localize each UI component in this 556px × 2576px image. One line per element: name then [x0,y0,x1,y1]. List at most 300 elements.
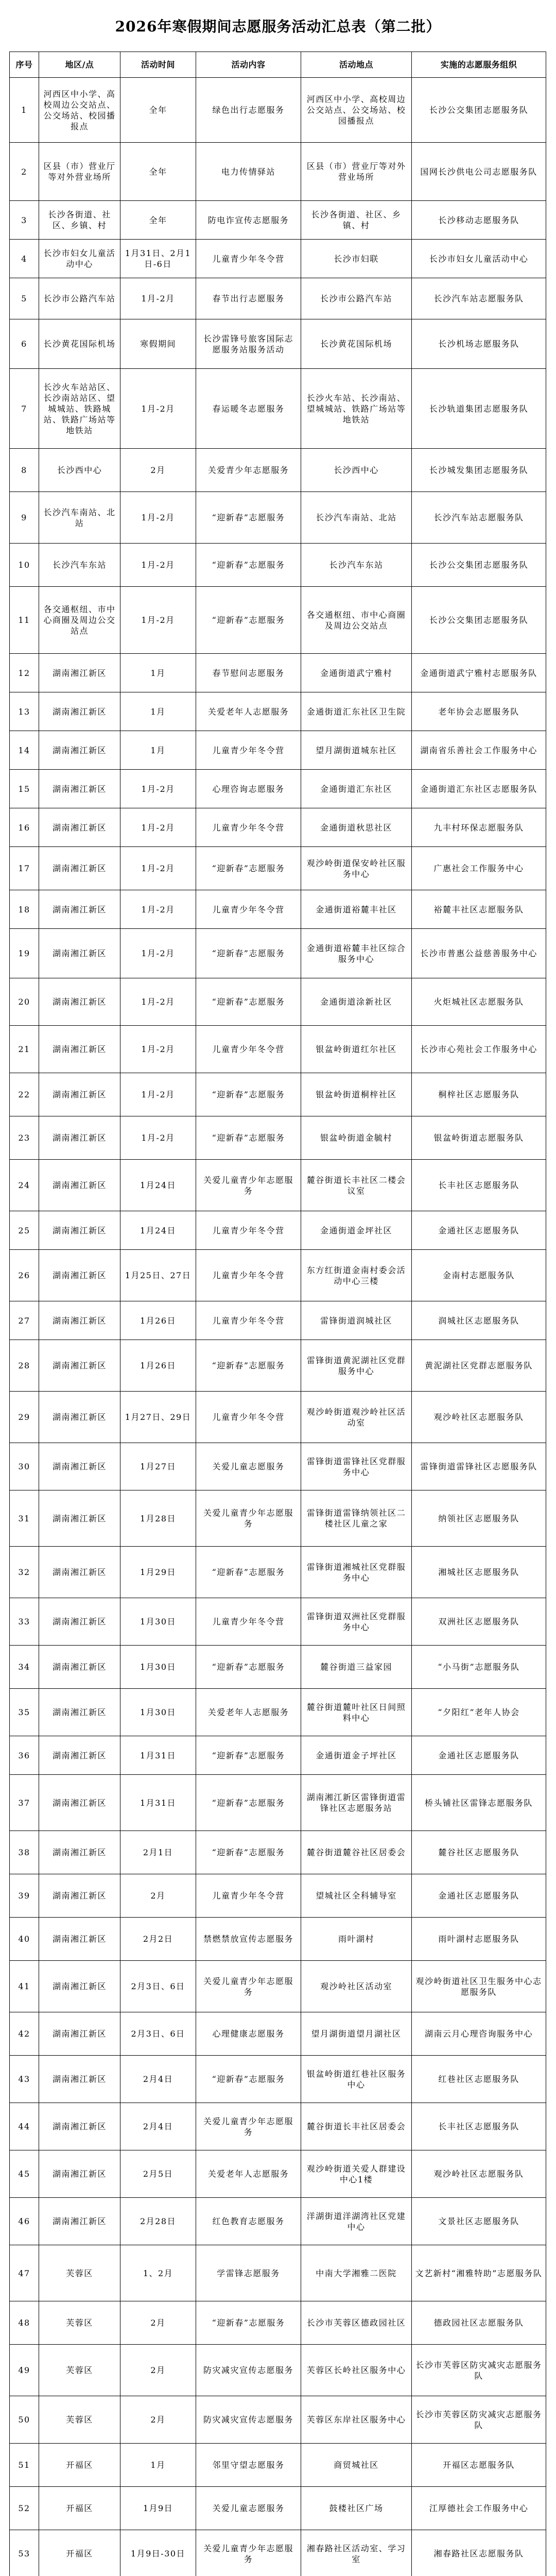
location-text: 麓谷街道长丰社区居委会 [306,2122,406,2131]
content-text: 关爱老年人志愿服务 [207,2169,289,2179]
area-text: 开福区 [66,2549,93,2558]
org-text: 老年协会志愿服务队 [438,706,519,717]
location-text: 东方红街道金南村委会活动中心三楼 [306,1265,406,1286]
cell-org [412,731,546,769]
cell-org [412,1547,546,1598]
location-text: 各交通枢纽、市中心商圈及周边公交站点 [306,609,406,631]
org-text: 长沙市普惠公益慈善服务中心 [420,948,537,958]
cell-org [412,1392,546,1443]
cell-content [196,2103,301,2150]
time-text: 1月-2月 [141,1044,175,1054]
area-text: 湖南湘江新区 [52,1513,107,1523]
cell-index [10,78,39,142]
cell-time [120,2012,196,2055]
cell-index [10,449,39,492]
location-text: 银盆岭街道红尔社区 [316,1044,397,1054]
org-text: 润城社区志愿服务队 [438,1315,519,1326]
index-text: 15 [18,784,30,794]
time-text: 2月5日 [143,2169,173,2179]
time-text: 1月-2月 [141,948,175,958]
org-text: 金南村志愿服务队 [442,1270,515,1280]
header-content: 活动内容 [196,52,301,77]
area-text: 芙蓉区 [66,2318,93,2328]
cell-area [39,1073,120,1116]
cell-location [301,770,412,808]
cell-area [39,319,120,368]
cell-area [39,1490,120,1546]
cell-area [39,1689,120,1736]
time-text: 1月9日-30日 [130,2549,186,2558]
cell-org [412,2301,546,2344]
time-text: 1月26日 [140,1315,177,1326]
table-row [10,1392,546,1443]
cell-location [301,1160,412,1211]
area-text: 湖南湘江新区 [52,863,107,873]
area-text: 长沙各街道、社区、乡镇、村 [48,210,111,230]
time-text: 全年 [149,215,167,225]
table-row [10,2301,546,2345]
cell-content [196,770,301,808]
cell-org [412,847,546,890]
cell-content [196,278,301,319]
cell-time [120,890,196,928]
cell-time [120,1340,196,1391]
table-row [10,1160,546,1211]
cell-org [412,143,546,200]
cell-area [39,847,120,890]
cell-content [196,2150,301,2197]
content-text: 儿童青少年冬令营 [212,904,285,914]
cell-time [120,201,196,239]
area-text: 湖南湘江新区 [52,1662,107,1672]
cell-org [412,890,546,928]
index-text: 36 [18,1750,30,1760]
location-text: 金通街道涂新社区 [320,997,392,1007]
time-text: 2月4日 [143,2122,173,2131]
cell-time [120,1211,196,1249]
index-text: 24 [18,1180,30,1190]
cell-content [196,1392,301,1443]
index-text: 30 [18,1462,30,1471]
time-text: 2月 [150,1891,166,1901]
cell-area [39,544,120,586]
index-text: 29 [18,1412,30,1422]
cell-content [196,143,301,200]
cell-content [196,1073,301,1116]
org-text: 长沙汽车站志愿服务队 [433,294,524,303]
content-text: 儿童青少年冬令营 [212,822,285,833]
location-text: 金通街道秋思社区 [320,822,392,833]
cell-content [196,2056,301,2103]
org-text: 长沙公交集团志愿服务队 [429,105,529,115]
cell-org [412,808,546,846]
cell-index [10,2103,39,2150]
index-text: 22 [18,1090,30,1099]
cell-index [10,2530,39,2576]
content-text: “迎新春”志愿服务 [212,513,285,522]
time-text: 1月29日 [140,1567,177,1577]
content-text: 儿童青少年冬令营 [212,1617,285,1626]
location-text: 芙蓉区东岸社区服务中心 [306,2415,406,2425]
location-text: 金通街道汇东社区 [320,784,392,794]
org-text: 长沙移动志愿服务队 [438,215,519,225]
table-row [10,2530,546,2576]
location-text: 雷锋街道双洲社区党群服务中心 [306,1611,406,1632]
cell-index [10,143,39,200]
cell-time [120,731,196,769]
table-row [10,1490,546,1547]
content-text: “迎新春”志愿服务 [212,948,285,958]
content-text: 儿童青少年冬令营 [212,1270,285,1280]
org-text: 湖南云月心理咨询服务中心 [424,2029,533,2039]
cell-area [39,692,120,731]
index-text: 42 [18,2029,30,2039]
cell-org [412,1116,546,1159]
cell-area [39,890,120,928]
content-text: 关爱儿童青少年志愿服务 [203,2116,293,2137]
cell-time [120,143,196,200]
cell-time [120,1392,196,1443]
index-text: 33 [18,1617,30,1626]
table-row [10,2150,546,2198]
cell-area [39,978,120,1025]
index-text: 46 [18,2216,30,2226]
cell-index [10,1211,39,1249]
index-text: 32 [18,1567,30,1577]
area-text: 湖南湘江新区 [52,1848,107,1857]
index-text: 19 [18,948,30,958]
area-text: 芙蓉区 [66,2268,93,2278]
cell-index [10,2245,39,2301]
cell-content [196,1026,301,1073]
header-index: 序号 [10,52,39,77]
index-text: 51 [18,2460,30,2470]
content-text: 儿童青少年冬令营 [212,1315,285,1326]
time-text: 1月30日 [140,1662,177,1672]
area-text: 开福区 [66,2503,93,2513]
content-text: 学雷锋志愿服务 [217,2268,280,2278]
cell-index [10,1340,39,1391]
area-text: 湖南湘江新区 [52,706,107,717]
index-text: 49 [18,2365,30,2375]
index-text: 53 [18,2549,30,2558]
cell-location [301,2530,412,2576]
cell-area [39,2198,120,2245]
cell-area [39,2245,120,2301]
cell-location [301,1340,412,1391]
cell-time [120,1775,196,1831]
cell-content [196,2301,301,2344]
cell-location [301,587,412,653]
location-text: 湘春路社区活动室、学习室 [306,2543,406,2564]
cell-location [301,1874,412,1917]
area-text: 长沙黄花国际机场 [43,339,116,349]
cell-location [301,2487,412,2530]
area-text: 长沙市妇女儿童活动中心 [43,248,116,269]
cell-location [301,492,412,543]
cell-org [412,1211,546,1249]
time-text: 1月31日、2月1日-6日 [125,248,192,269]
cell-time [120,78,196,142]
table-row [10,770,546,808]
org-text: 长沙市妇女儿童活动中心 [429,253,529,264]
table-row [10,1116,546,1160]
time-text: 1月30日 [140,1707,177,1717]
cell-org [412,2345,546,2396]
cell-index [10,1250,39,1301]
cell-area [39,1775,120,1831]
cell-content [196,492,301,543]
cell-location [301,78,412,142]
index-text: 6 [21,339,27,349]
table-row [10,2345,546,2396]
org-text: 红巷社区志愿服务队 [438,2074,519,2084]
area-text: 芙蓉区 [66,2365,93,2375]
table-row [10,1340,546,1392]
cell-index [10,692,39,731]
index-text: 5 [21,294,27,303]
content-text: 心理健康志愿服务 [212,2029,285,2039]
area-text: 湖南湘江新区 [52,1270,107,1280]
cell-area [39,2103,120,2150]
org-text: 雷锋街道雷锋社区志愿服务队 [420,1462,537,1471]
cell-location [301,2444,412,2486]
cell-location [301,929,412,978]
time-text: 1月-2月 [141,1090,175,1099]
cell-location [301,1301,412,1340]
cell-location [301,369,412,448]
location-text: 芙蓉区长岭社区服务中心 [306,2365,406,2375]
cell-location [301,1392,412,1443]
index-text: 13 [18,706,30,717]
org-text: 国网长沙供电公司志愿服务队 [420,166,537,177]
content-text: “迎新春”志愿服务 [212,1133,285,1143]
area-text: 湖南湘江新区 [52,1180,107,1190]
cell-time [120,2301,196,2344]
index-text: 45 [18,2169,30,2179]
org-text: 裕麓丰社区志愿服务队 [433,904,524,914]
cell-index [10,2056,39,2103]
area-text: 湖南湘江新区 [52,1567,107,1577]
cell-index [10,240,39,278]
area-text: 湖南湘江新区 [52,1044,107,1054]
cell-time [120,692,196,731]
cell-location [301,1646,412,1688]
index-text: 47 [18,2268,30,2278]
cell-time [120,449,196,492]
org-text: 长丰社区志愿服务队 [438,2122,519,2131]
index-text: 28 [18,1361,30,1370]
area-text: 开福区 [66,2460,93,2470]
cell-time [120,2396,196,2443]
time-text: 寒假期间 [140,339,176,349]
time-text: 1月-2月 [141,403,175,414]
cell-org [412,369,546,448]
cell-time [120,319,196,368]
time-text: 1月-2月 [141,904,175,914]
content-text: 邻里守望志愿服务 [212,2460,285,2470]
index-text: 12 [18,668,30,678]
cell-area [39,1598,120,1645]
area-text: 长沙火车站站区、长沙南站站区、望城城站、铁路城站、铁路广场站等地铁站 [43,382,116,435]
cell-location [301,692,412,731]
time-text: 1月-2月 [141,997,175,1007]
cell-area [39,78,120,142]
cell-content [196,1490,301,1546]
content-text: 儿童青少年冬令营 [212,745,285,755]
cell-location [301,2345,412,2396]
cell-area [39,1443,120,1490]
area-text: 湖南湘江新区 [52,2122,107,2131]
cell-area [39,449,120,492]
cell-content [196,1736,301,1774]
table-row [10,319,546,369]
content-text: 儿童青少年冬令营 [212,1412,285,1422]
cell-area [39,1646,120,1688]
table-row [10,1646,546,1689]
cell-content [196,1831,301,1874]
index-text: 25 [18,1225,30,1235]
cell-area [39,2444,120,2486]
time-text: 2月 [150,2318,166,2328]
index-text: 52 [18,2503,30,2513]
table-row [10,2198,546,2245]
area-text: 湖南湘江新区 [52,1750,107,1760]
org-text: 金通社区志愿服务队 [438,1891,519,1901]
cell-index [10,770,39,808]
cell-org [412,1301,546,1340]
table-row [10,201,546,240]
cell-org [412,1250,546,1301]
org-text: 湘城社区志愿服务队 [438,1567,519,1577]
org-text: 纳领社区志愿服务队 [438,1513,519,1523]
cell-org [412,1736,546,1774]
cell-area [39,2530,120,2576]
cell-area [39,1392,120,1443]
time-text: 2月 [150,2365,166,2375]
cell-content [196,2345,301,2396]
index-text: 43 [18,2074,30,2084]
cell-area [39,1211,120,1249]
cell-content [196,2198,301,2245]
time-text: 1月25日、27日 [125,1270,192,1280]
table-body [10,78,546,2576]
org-text: 金通街道武宁雅村志愿服务队 [420,668,537,678]
area-text: 湖南湘江新区 [52,1707,107,1717]
cell-org [412,2150,546,2197]
location-text: 望月湖街道望月湖社区 [311,2029,402,2039]
cell-location [301,143,412,200]
cell-area [39,2150,120,2197]
org-text: 观沙岭社区志愿服务队 [433,2169,524,2179]
cell-index [10,978,39,1025]
org-text: 江厚德社会工作服务中心 [429,2503,529,2513]
cell-area [39,1961,120,2012]
cell-org [412,240,546,278]
location-text: 长沙汽车东站 [329,560,384,570]
area-text: 湖南湘江新区 [52,1361,107,1370]
table-row [10,1918,546,1961]
cell-index [10,929,39,978]
cell-index [10,1598,39,1645]
cell-content [196,1160,301,1211]
cell-location [301,240,412,278]
cell-time [120,1547,196,1598]
cell-content [196,2530,301,2576]
cell-area [39,654,120,692]
cell-location [301,1250,412,1301]
location-text: 商贸城社区 [334,2460,379,2470]
time-text: 1月-2月 [141,513,175,522]
index-text: 23 [18,1133,30,1143]
time-text: 2月 [150,2415,166,2425]
table-row [10,2012,546,2056]
table-header-row [10,52,546,78]
cell-location [301,731,412,769]
content-text: “迎新春”志愿服务 [212,863,285,873]
cell-area [39,278,120,319]
cell-content [196,1340,301,1391]
cell-area [39,731,120,769]
cell-time [120,1736,196,1774]
cell-org [412,319,546,368]
cell-org [412,2530,546,2576]
location-text: 雷锋街道雷锋纳领社区二楼社区儿童之家 [306,1508,406,1529]
content-text: “迎新春”志愿服务 [212,2074,285,2084]
cell-org [412,587,546,653]
table-row [10,2396,546,2444]
cell-org [412,692,546,731]
cell-time [120,808,196,846]
cell-content [196,1443,301,1490]
content-text: 关爱老年人志愿服务 [207,1707,289,1717]
table-row [10,1301,546,1340]
content-text: 儿童青少年冬令营 [212,1044,285,1054]
time-text: 1月-2月 [141,560,175,570]
location-text: 金通街道汇东社区卫生院 [306,706,406,717]
cell-location [301,319,412,368]
cell-location [301,1689,412,1736]
cell-org [412,1443,546,1490]
cell-content [196,78,301,142]
content-text: “迎新春”志愿服务 [212,615,285,625]
content-text: 防电诈宣传志愿服务 [207,215,289,225]
cell-org [412,978,546,1025]
org-text: 金通社区志愿服务队 [438,1225,519,1235]
area-text: 湖南湘江新区 [52,1133,107,1143]
location-text: 观沙岭街道观沙岭社区活动室 [306,1406,406,1428]
area-text: 长沙市公路汽车站 [43,294,116,303]
index-text: 50 [18,2415,30,2425]
cell-location [301,2012,412,2055]
cell-time [120,2444,196,2486]
table-row [10,278,546,319]
cell-location [301,1961,412,2012]
time-text: 1月26日 [140,1361,177,1370]
time-text: 全年 [149,105,167,115]
cell-index [10,1301,39,1340]
content-text: 防灾减灾宣传志愿服务 [203,2365,293,2375]
org-text: 观沙岭街道社区卫生服务中心志愿服务队 [415,1976,542,1997]
org-text: 银盆岭街道志愿服务队 [433,1133,524,1143]
table-row [10,2444,546,2487]
location-text: 麓谷街道长丰社区二楼会议室 [306,1175,406,1196]
org-text: 长沙机场志愿服务队 [438,339,519,349]
table-row [10,929,546,978]
location-text: 雨叶湖村 [338,1934,374,1944]
cell-content [196,544,301,586]
area-text: 湖南湘江新区 [52,1315,107,1326]
